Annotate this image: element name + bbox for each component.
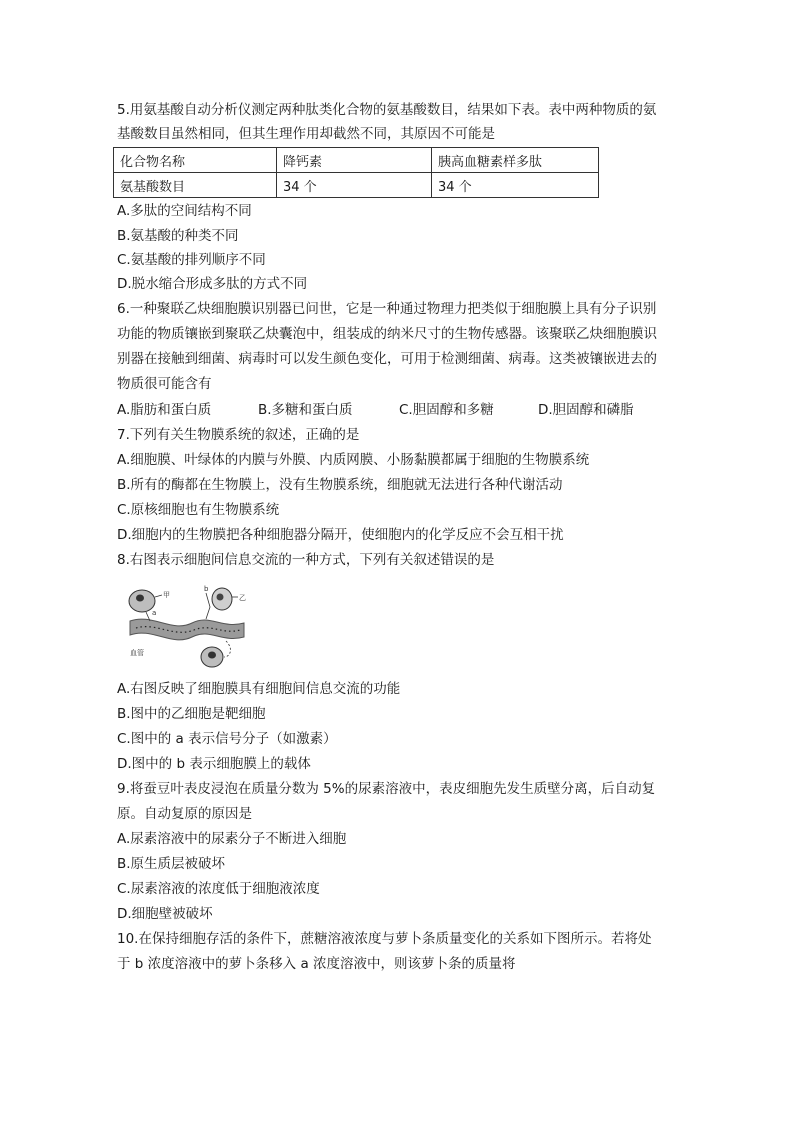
amino-acid-table xyxy=(113,147,599,198)
table-row xyxy=(114,173,599,198)
table-cell: 胰高血糖素样多肽 xyxy=(432,148,599,173)
label-a: a xyxy=(152,609,157,617)
q5-option-d: D.脱水缩合形成多肽的方式不同 xyxy=(117,276,308,292)
cell-jia-nucleus xyxy=(136,595,144,602)
q7-option-c: C.原核细胞也有生物膜系统 xyxy=(117,502,280,518)
q6-option-c: C.胆固醇和多糖 xyxy=(399,402,494,418)
q6-option-a: A.脂肪和蛋白质 xyxy=(117,402,212,418)
q7-option-b: B.所有的酶都在生物膜上，没有生物膜系统，细胞就无法进行各种代谢活动 xyxy=(117,477,563,493)
label-line xyxy=(155,595,162,597)
cell-signaling-figure xyxy=(122,583,252,671)
q9-stem-line1: 9.将蚕豆叶表皮浸泡在质量分数为 5%的尿素溶液中，表皮细胞先发生质壁分离，后自动复 xyxy=(117,781,656,797)
q5-option-a: A.多肽的空间结构不同 xyxy=(117,203,252,219)
q6-stem-line3: 别器在接触到细菌、病毒时可以发生颜色变化，可用于检测细菌、病毒。这类被镶嵌进去的 xyxy=(117,351,657,367)
q6-stem-line4: 物质很可能含有 xyxy=(117,376,212,392)
q8-option-a: A.右图反映了细胞膜具有细胞间信息交流的功能 xyxy=(117,681,401,697)
q9-option-b: B.原生质层被破坏 xyxy=(117,856,226,872)
q7-option-d: D.细胞内的生物膜把各种细胞器分隔开，使细胞内的化学反应不会互相干扰 xyxy=(117,527,564,543)
label-yi: 乙 xyxy=(239,594,246,602)
q7-option-a: A.细胞膜、叶绿体的内膜与外膜、内质网膜、小肠黏膜都属于细胞的生物膜系统 xyxy=(117,452,590,468)
q5-option-b: B.氨基酸的种类不同 xyxy=(117,228,239,244)
blood-vessel xyxy=(130,619,244,640)
q7-stem: 7.下列有关生物膜系统的叙述，正确的是 xyxy=(117,427,360,443)
q6-stem-line2: 功能的物质镶嵌到聚联乙炔囊泡中，组装成的纳米尺寸的生物传感器。该聚联乙炔细胞膜识 xyxy=(117,326,657,342)
table-cell: 降钙素 xyxy=(277,148,432,173)
q9-stem-line2: 原。自动复原的原因是 xyxy=(117,806,252,822)
table-cell: 化合物名称 xyxy=(114,148,277,173)
q5-stem-line1: 5.用氨基酸自动分析仪测定两种肽类化合物的氨基酸数目，结果如下表。表中两种物质的氨 xyxy=(117,102,657,118)
q9-option-c: C.尿素溶液的浓度低于细胞液浓度 xyxy=(117,881,320,897)
q5-option-c: C.氨基酸的排列顺序不同 xyxy=(117,252,266,268)
table-cell: 氨基酸数目 xyxy=(114,173,277,198)
label-vessel: 血管 xyxy=(130,649,144,657)
q9-option-d: D.细胞壁被破坏 xyxy=(117,906,213,922)
q6-options-row xyxy=(117,400,677,420)
q8-option-b: B.图中的乙细胞是靶细胞 xyxy=(117,706,266,722)
table-cell: 34 个 xyxy=(277,173,432,198)
cell-yi-nucleus xyxy=(217,594,224,601)
table-row xyxy=(114,148,599,173)
q6-option-d: D.胆固醇和磷脂 xyxy=(538,402,634,418)
label-b: b xyxy=(204,585,209,593)
arrow xyxy=(206,593,210,619)
q5-stem-line2: 基酸数目虽然相同，但其生理作用却截然不同，其原因不可能是 xyxy=(117,126,495,142)
table-cell: 34 个 xyxy=(432,173,599,198)
cell-bottom-nucleus xyxy=(208,652,216,659)
q6-stem-line1: 6.一种聚联乙炔细胞膜识别器已问世，它是一种通过物理力把类似于细胞膜上具有分子识别 xyxy=(117,301,657,317)
q8-option-d: D.图中的 b 表示细胞膜上的载体 xyxy=(117,756,311,772)
arrow xyxy=(224,641,230,657)
q6-option-b: B.多糖和蛋白质 xyxy=(258,402,353,418)
label-jia: 甲 xyxy=(163,591,170,599)
q8-stem: 8.右图表示细胞间信息交流的一种方式，下列有关叙述错误的是 xyxy=(117,552,495,568)
q10-stem-line2: 于 b 浓度溶液中的萝卜条移入 a 浓度溶液中，则该萝卜条的质量将 xyxy=(117,956,516,972)
q8-option-c: C.图中的 a 表示信号分子（如激素） xyxy=(117,731,337,747)
q10-stem-line1: 10.在保持细胞存活的条件下，蔗糖溶液浓度与萝卜条质量变化的关系如下图所示。若将处 xyxy=(117,931,652,947)
q9-option-a: A.尿素溶液中的尿素分子不断进入细胞 xyxy=(117,831,347,847)
